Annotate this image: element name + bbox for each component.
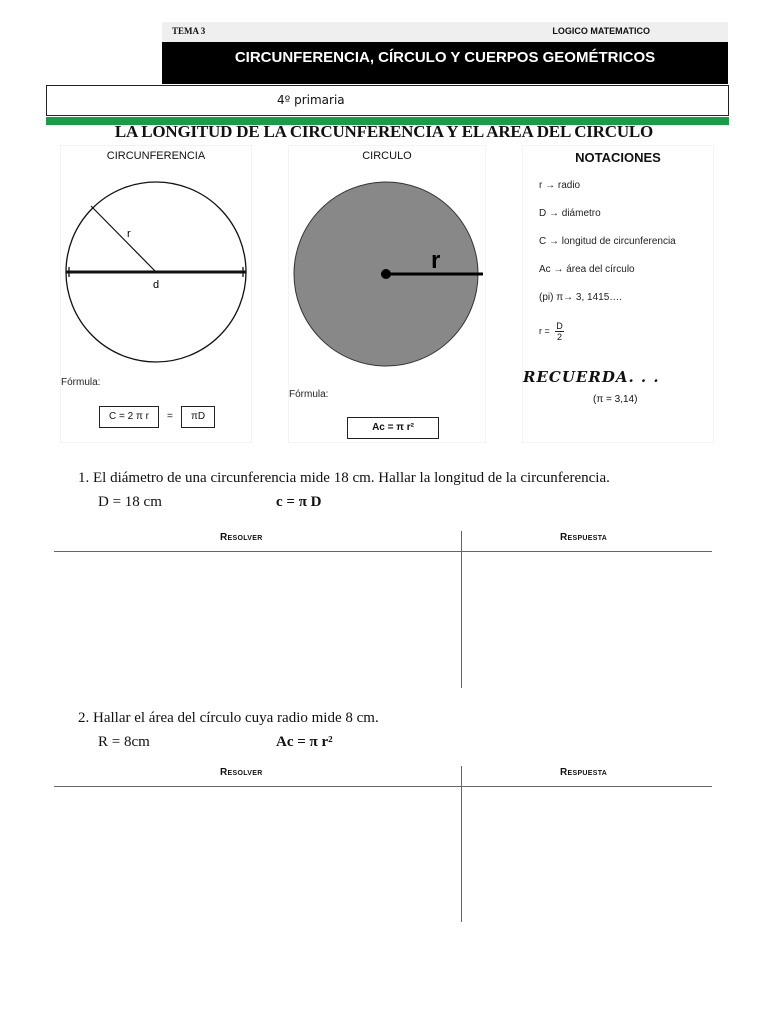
circle-panel — [288, 145, 486, 443]
center-point — [381, 269, 391, 279]
answer-header-2: Respuesta — [560, 767, 608, 778]
circumference-panel — [60, 145, 252, 443]
subject-label: LOGICO MATEMATICO — [552, 26, 650, 36]
diameter-label: d — [153, 279, 160, 291]
answer-header-1: Respuesta — [560, 532, 608, 543]
question-2-text: 2. Hallar el área del círculo cuya radio mide 8 cm. — [78, 710, 379, 726]
notation-item: C → longitud de circunferencia — [539, 236, 676, 247]
circle-figure — [289, 164, 487, 384]
resolve-header-2: Resolver — [220, 767, 263, 778]
table-1-divider — [461, 531, 462, 688]
radius-fraction — [539, 321, 564, 342]
circle-title: CIRCULO — [362, 150, 412, 162]
unit-title: CIRCUNFERENCIA, CÍRCULO Y CUERPOS GEOMÉTRICOS — [162, 42, 728, 84]
notation-item: (pi) π→ 3, 1415…. — [539, 292, 623, 303]
pi-value: (π = 3,14) — [593, 394, 638, 405]
question-2-answer-area[interactable] — [463, 787, 712, 921]
resolve-header-1: Resolver — [220, 532, 263, 543]
question-2-given: R = 8cm — [98, 734, 150, 750]
area-formula-box: Ac = π r² — [347, 417, 439, 439]
equals-sign: = — [167, 411, 173, 422]
circumference-figure — [61, 164, 253, 384]
topic-label: TEMA 3 — [172, 26, 206, 36]
notation-item: D → diámetro — [539, 208, 601, 219]
formula-box-2pir: C = 2 π r — [99, 406, 159, 428]
question-1-work-area[interactable] — [54, 552, 460, 687]
notation-item: r → radio — [539, 180, 581, 191]
formula-label: Fórmula: — [61, 377, 101, 388]
header-strip — [162, 22, 728, 42]
grade-label: 4º primaria — [277, 93, 345, 107]
fraction-numerator: D — [556, 321, 563, 331]
question-1-given: D = 18 cm — [98, 494, 162, 510]
circle-formula-label: Fórmula: — [289, 389, 329, 400]
notation-item: Ac → área del círculo — [539, 264, 635, 275]
recuerda-heading: RECUERDA. . . — [523, 368, 660, 386]
question-1-formula: c = π D — [276, 494, 322, 510]
page-title: LA LONGITUD DE LA CIRCUNFERENCIA Y EL AREA DEL CIRCULO — [114, 122, 654, 141]
notations-title: NOTACIONES — [575, 150, 661, 165]
fraction-denominator: 2 — [557, 332, 563, 342]
formula-box-pid: πD — [181, 406, 215, 428]
question-2-formula: Ac = π r² — [276, 734, 333, 750]
fraction-prefix: r = — [539, 325, 550, 336]
notations-panel — [522, 145, 714, 443]
radius-label: r — [127, 228, 131, 240]
question-1-answer-area[interactable] — [463, 552, 712, 687]
table-2-divider — [461, 766, 462, 922]
circle-radius-label: r — [431, 247, 441, 274]
circumference-title: CIRCUNFERENCIA — [106, 150, 206, 162]
question-2-work-area[interactable] — [54, 787, 460, 921]
question-1-text: 1. El diámetro de una circunferencia mide 18 cm. Hallar la longitud de la circunferencia. — [78, 470, 610, 486]
grade-box — [46, 85, 729, 116]
